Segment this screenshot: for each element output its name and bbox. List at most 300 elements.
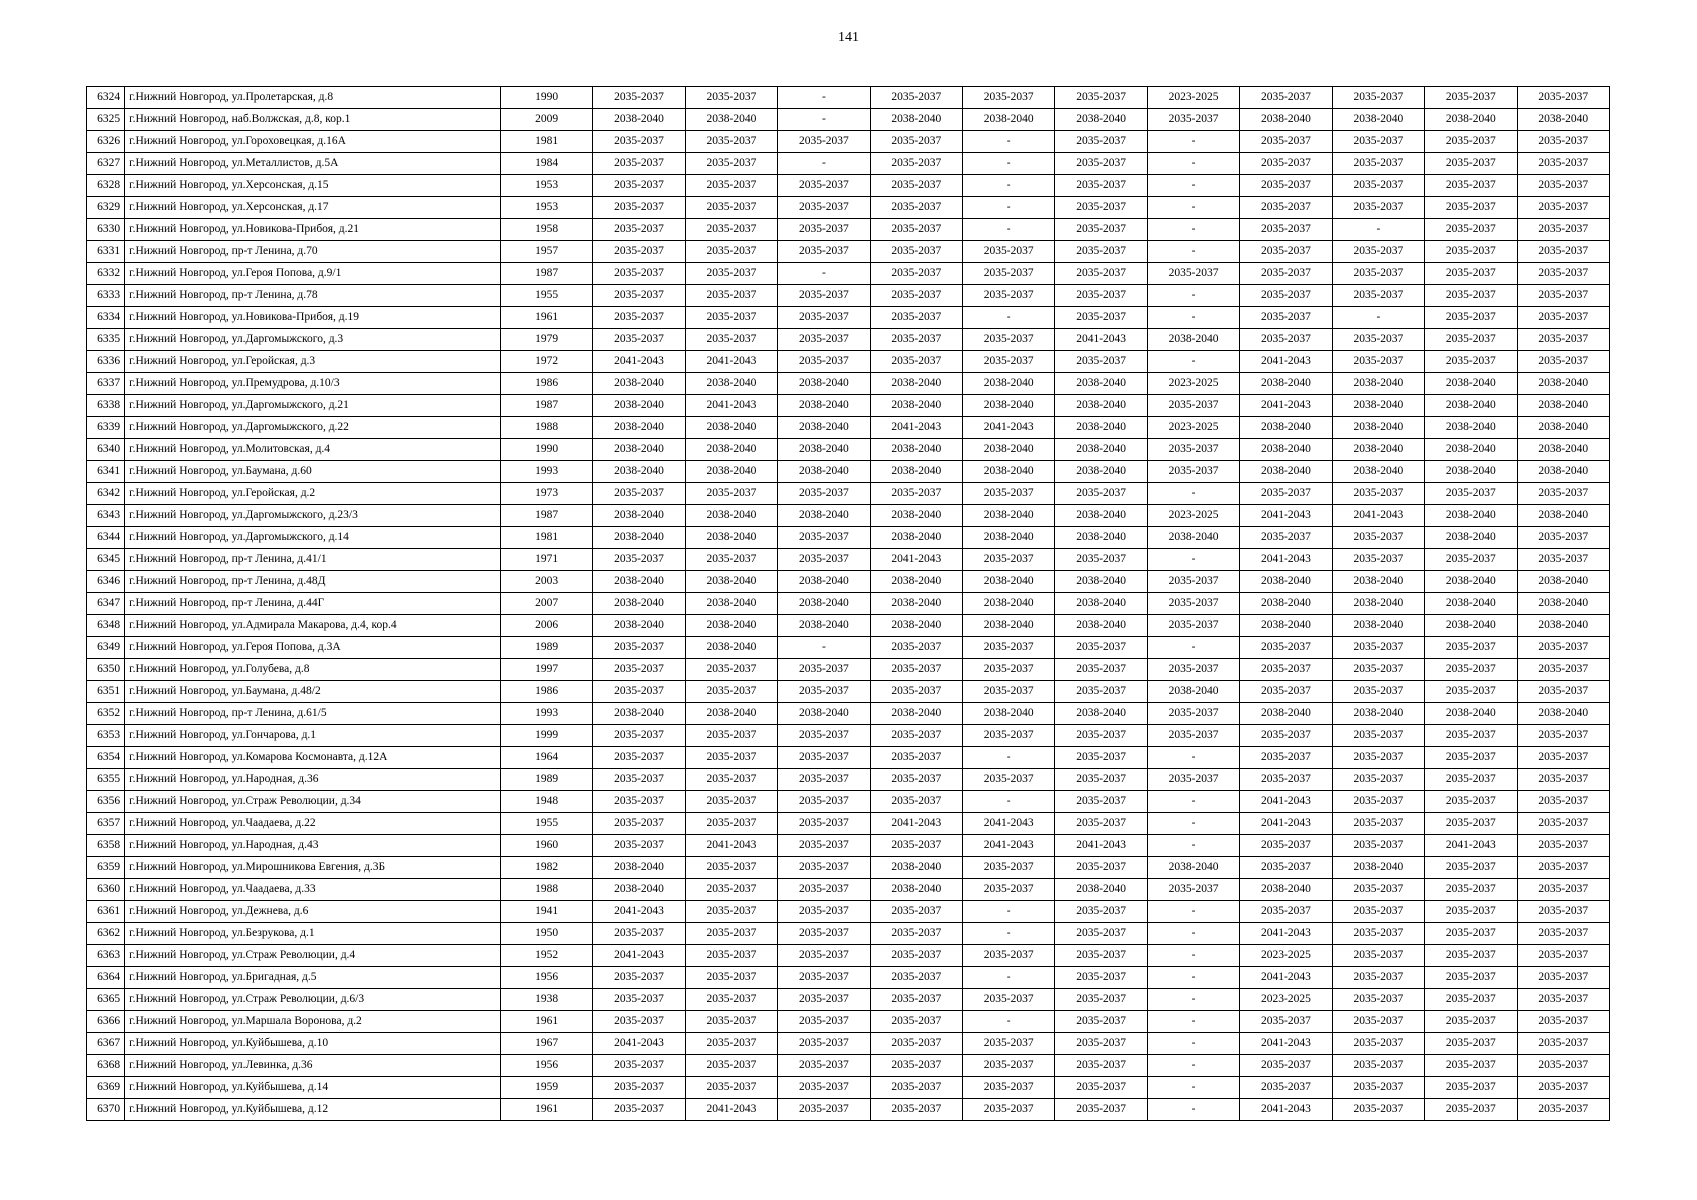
cell-period-7: 2035-2037 [1147,395,1239,417]
cell-row-number: 6324 [87,87,125,109]
cell-period-8: 2035-2037 [1240,263,1332,285]
cell-period-8: 2038-2040 [1240,373,1332,395]
cell-period-1: 2038-2040 [593,505,685,527]
cell-period-6: 2035-2037 [1055,87,1147,109]
cell-period-4: 2035-2037 [870,923,962,945]
cell-address: г.Нижний Новгород, ул.Пролетарская, д.8 [125,87,501,109]
cell-period-1: 2035-2037 [593,659,685,681]
cell-period-1: 2041-2043 [593,1033,685,1055]
cell-period-11: 2035-2037 [1517,1055,1609,1077]
cell-period-4: 2038-2040 [870,395,962,417]
table-row [87,307,1610,329]
cell-row-number: 6334 [87,307,125,329]
cell-period-2: 2035-2037 [685,263,777,285]
table-row [87,505,1610,527]
cell-build-year: 2009 [500,109,592,131]
cell-period-4: 2035-2037 [870,681,962,703]
cell-period-6: 2038-2040 [1055,109,1147,131]
cell-period-4: 2035-2037 [870,1033,962,1055]
cell-row-number: 6366 [87,1011,125,1033]
cell-period-7: - [1147,967,1239,989]
cell-period-5: - [963,967,1055,989]
cell-address: г.Нижний Новгород, ул.Даргомыжского, д.3 [125,329,501,351]
cell-period-3: 2038-2040 [778,571,870,593]
cell-address: г.Нижний Новгород, ул.Героя Попова, д.9/1 [125,263,501,285]
cell-period-7: - [1147,483,1239,505]
cell-period-10: 2035-2037 [1425,1099,1517,1121]
cell-period-5: 2035-2037 [963,945,1055,967]
cell-period-9: 2038-2040 [1332,615,1424,637]
table-row [87,945,1610,967]
cell-period-2: 2038-2040 [685,615,777,637]
cell-address: г.Нижний Новгород, ул.Страж Революции, д.6/3 [125,989,501,1011]
cell-period-8: 2041-2043 [1240,967,1332,989]
table-row [87,1077,1610,1099]
table-row [87,659,1610,681]
cell-period-3: 2035-2037 [778,1077,870,1099]
cell-address: г.Нижний Новгород, наб.Волжская, д.8, кор.1 [125,109,501,131]
cell-period-3: 2035-2037 [778,989,870,1011]
cell-period-3: 2035-2037 [778,527,870,549]
cell-period-2: 2038-2040 [685,571,777,593]
cell-period-1: 2035-2037 [593,549,685,571]
cell-period-9: 2035-2037 [1332,879,1424,901]
cell-period-7: - [1147,285,1239,307]
cell-period-6: 2038-2040 [1055,395,1147,417]
cell-period-8: 2041-2043 [1240,1099,1332,1121]
cell-period-2: 2035-2037 [685,923,777,945]
cell-build-year: 1950 [500,923,592,945]
cell-address: г.Нижний Новгород, ул.Херсонская, д.17 [125,197,501,219]
cell-build-year: 1971 [500,549,592,571]
cell-build-year: 1952 [500,945,592,967]
table-row [87,109,1610,131]
table-row [87,417,1610,439]
cell-period-3: 2035-2037 [778,307,870,329]
cell-period-7: - [1147,901,1239,923]
cell-period-2: 2035-2037 [685,659,777,681]
cell-period-2: 2038-2040 [685,461,777,483]
cell-period-4: 2035-2037 [870,241,962,263]
cell-period-5: 2035-2037 [963,989,1055,1011]
cell-period-10: 2035-2037 [1425,967,1517,989]
cell-period-1: 2038-2040 [593,615,685,637]
cell-period-8: 2041-2043 [1240,395,1332,417]
cell-period-1: 2041-2043 [593,945,685,967]
cell-period-8: 2035-2037 [1240,1011,1332,1033]
cell-period-8: 2023-2025 [1240,945,1332,967]
cell-period-8: 2035-2037 [1240,219,1332,241]
cell-period-6: 2035-2037 [1055,945,1147,967]
cell-period-1: 2035-2037 [593,285,685,307]
cell-period-9: 2035-2037 [1332,131,1424,153]
cell-period-11: 2035-2037 [1517,483,1609,505]
cell-period-3: 2038-2040 [778,417,870,439]
cell-period-11: 2035-2037 [1517,945,1609,967]
cell-period-9: 2035-2037 [1332,1077,1424,1099]
cell-period-4: 2038-2040 [870,505,962,527]
cell-row-number: 6354 [87,747,125,769]
cell-period-9: 2035-2037 [1332,351,1424,373]
cell-address: г.Нижний Новгород, ул.Левинка, д.36 [125,1055,501,1077]
cell-period-9: 2035-2037 [1332,747,1424,769]
cell-period-10: 2035-2037 [1425,791,1517,813]
cell-period-11: 2035-2037 [1517,637,1609,659]
cell-build-year: 1987 [500,505,592,527]
cell-period-2: 2035-2037 [685,1055,777,1077]
cell-address: г.Нижний Новгород, ул.Даргомыжского, д.22 [125,417,501,439]
cell-build-year: 1987 [500,263,592,285]
cell-build-year: 1948 [500,791,592,813]
cell-period-7: 2035-2037 [1147,461,1239,483]
cell-period-2: 2038-2040 [685,373,777,395]
cell-row-number: 6336 [87,351,125,373]
cell-period-7: 2035-2037 [1147,879,1239,901]
cell-period-1: 2038-2040 [593,879,685,901]
cell-period-9: 2038-2040 [1332,571,1424,593]
cell-period-8: 2041-2043 [1240,505,1332,527]
cell-row-number: 6333 [87,285,125,307]
cell-build-year: 1982 [500,857,592,879]
cell-address: г.Нижний Новгород, пр-т Ленина, д.78 [125,285,501,307]
cell-row-number: 6329 [87,197,125,219]
table-row [87,439,1610,461]
cell-period-7: 2023-2025 [1147,87,1239,109]
cell-period-1: 2035-2037 [593,241,685,263]
cell-period-8: 2035-2037 [1240,835,1332,857]
cell-address: г.Нижний Новгород, ул.Даргомыжского, д.21 [125,395,501,417]
cell-period-4: 2035-2037 [870,901,962,923]
cell-period-2: 2035-2037 [685,989,777,1011]
cell-period-6: 2035-2037 [1055,1055,1147,1077]
cell-row-number: 6356 [87,791,125,813]
cell-period-5: 2038-2040 [963,703,1055,725]
cell-period-9: 2035-2037 [1332,659,1424,681]
cell-build-year: 1953 [500,197,592,219]
cell-period-7: - [1147,1011,1239,1033]
table-row [87,131,1610,153]
cell-period-3: - [778,153,870,175]
cell-period-9: 2038-2040 [1332,703,1424,725]
cell-build-year: 1941 [500,901,592,923]
cell-build-year: 1956 [500,1055,592,1077]
cell-period-11: 2035-2037 [1517,769,1609,791]
cell-period-5: 2038-2040 [963,439,1055,461]
cell-period-10: 2035-2037 [1425,329,1517,351]
cell-period-5: 2038-2040 [963,109,1055,131]
cell-period-10: 2035-2037 [1425,131,1517,153]
cell-period-5: 2035-2037 [963,659,1055,681]
cell-row-number: 6343 [87,505,125,527]
cell-period-4: 2035-2037 [870,263,962,285]
cell-period-3: 2035-2037 [778,549,870,571]
cell-period-8: 2035-2037 [1240,1055,1332,1077]
cell-period-10: 2035-2037 [1425,153,1517,175]
table-row [87,263,1610,285]
cell-period-4: 2038-2040 [870,373,962,395]
cell-period-3: 2035-2037 [778,725,870,747]
cell-period-6: 2035-2037 [1055,549,1147,571]
cell-period-4: 2038-2040 [870,879,962,901]
cell-period-8: 2038-2040 [1240,879,1332,901]
cell-period-7: 2023-2025 [1147,505,1239,527]
cell-period-2: 2035-2037 [685,1077,777,1099]
cell-period-1: 2038-2040 [593,461,685,483]
cell-address: г.Нижний Новгород, ул.Адмирала Макарова, д.4, кор.4 [125,615,501,637]
cell-period-10: 2038-2040 [1425,593,1517,615]
cell-period-11: 2038-2040 [1517,439,1609,461]
cell-period-5: 2038-2040 [963,571,1055,593]
cell-period-6: 2035-2037 [1055,637,1147,659]
table-row [87,395,1610,417]
cell-period-7: - [1147,219,1239,241]
cell-address: г.Нижний Новгород, ул.Комарова Космонавта, д.12А [125,747,501,769]
cell-period-3: 2035-2037 [778,791,870,813]
cell-period-4: 2038-2040 [870,571,962,593]
cell-period-11: 2038-2040 [1517,109,1609,131]
cell-period-11: 2035-2037 [1517,681,1609,703]
cell-period-4: 2035-2037 [870,197,962,219]
cell-period-10: 2038-2040 [1425,373,1517,395]
table-row [87,87,1610,109]
cell-build-year: 2003 [500,571,592,593]
cell-period-8: 2038-2040 [1240,593,1332,615]
cell-period-10: 2035-2037 [1425,219,1517,241]
cell-period-5: 2041-2043 [963,417,1055,439]
cell-period-10: 2035-2037 [1425,285,1517,307]
cell-build-year: 1993 [500,703,592,725]
cell-period-5: 2038-2040 [963,615,1055,637]
cell-period-4: 2035-2037 [870,483,962,505]
cell-period-5: 2035-2037 [963,285,1055,307]
cell-period-4: 2035-2037 [870,769,962,791]
cell-period-11: 2035-2037 [1517,131,1609,153]
cell-row-number: 6358 [87,835,125,857]
cell-row-number: 6332 [87,263,125,285]
cell-period-10: 2035-2037 [1425,901,1517,923]
cell-period-6: 2035-2037 [1055,725,1147,747]
cell-period-2: 2035-2037 [685,549,777,571]
cell-build-year: 1989 [500,637,592,659]
cell-period-8: 2035-2037 [1240,725,1332,747]
cell-period-6: 2035-2037 [1055,813,1147,835]
cell-address: г.Нижний Новгород, ул.Героя Попова, д.3А [125,637,501,659]
table-row [87,967,1610,989]
cell-period-8: 2035-2037 [1240,659,1332,681]
cell-row-number: 6337 [87,373,125,395]
cell-address: г.Нижний Новгород, ул.Даргомыжского, д.14 [125,527,501,549]
cell-period-8: 2041-2043 [1240,1033,1332,1055]
cell-period-8: 2035-2037 [1240,329,1332,351]
cell-period-7: 2035-2037 [1147,439,1239,461]
cell-period-7: - [1147,835,1239,857]
cell-address: г.Нижний Новгород, ул.Металлистов, д.5А [125,153,501,175]
cell-period-9: 2038-2040 [1332,417,1424,439]
cell-period-11: 2035-2037 [1517,813,1609,835]
cell-period-2: 2035-2037 [685,307,777,329]
cell-period-2: 2038-2040 [685,417,777,439]
cell-period-4: 2038-2040 [870,593,962,615]
cell-period-4: 2038-2040 [870,857,962,879]
cell-period-8: 2035-2037 [1240,87,1332,109]
cell-row-number: 6365 [87,989,125,1011]
cell-period-9: 2035-2037 [1332,329,1424,351]
cell-period-10: 2035-2037 [1425,945,1517,967]
cell-period-2: 2035-2037 [685,153,777,175]
cell-period-11: 2035-2037 [1517,659,1609,681]
table-row [87,1055,1610,1077]
cell-address: г.Нижний Новгород, ул.Безрукова, д.1 [125,923,501,945]
cell-period-10: 2035-2037 [1425,879,1517,901]
cell-period-3: 2035-2037 [778,131,870,153]
cell-address: г.Нижний Новгород, ул.Маршала Воронова, д.2 [125,1011,501,1033]
cell-period-5: 2038-2040 [963,395,1055,417]
cell-period-6: 2035-2037 [1055,1077,1147,1099]
cell-build-year: 1961 [500,1099,592,1121]
cell-period-11: 2035-2037 [1517,1011,1609,1033]
cell-period-6: 2038-2040 [1055,505,1147,527]
cell-period-3: 2035-2037 [778,351,870,373]
cell-period-10: 2035-2037 [1425,1055,1517,1077]
cell-period-10: 2035-2037 [1425,1077,1517,1099]
cell-period-6: 2038-2040 [1055,879,1147,901]
table-row [87,879,1610,901]
cell-build-year: 1997 [500,659,592,681]
cell-period-11: 2038-2040 [1517,395,1609,417]
cell-period-4: 2035-2037 [870,835,962,857]
cell-row-number: 6353 [87,725,125,747]
cell-period-2: 2035-2037 [685,1011,777,1033]
cell-period-5: 2035-2037 [963,857,1055,879]
cell-period-10: 2035-2037 [1425,659,1517,681]
cell-address: г.Нижний Новгород, ул.Новикова-Прибоя, д.21 [125,219,501,241]
cell-period-4: 2035-2037 [870,659,962,681]
cell-period-7: 2035-2037 [1147,615,1239,637]
cell-row-number: 6346 [87,571,125,593]
cell-period-3: - [778,87,870,109]
cell-period-4: 2035-2037 [870,1099,962,1121]
table-row [87,527,1610,549]
cell-period-2: 2035-2037 [685,219,777,241]
cell-period-9: 2035-2037 [1332,87,1424,109]
cell-period-3: 2038-2040 [778,439,870,461]
cell-period-6: 2038-2040 [1055,527,1147,549]
table-row [87,285,1610,307]
cell-period-2: 2035-2037 [685,681,777,703]
cell-period-8: 2035-2037 [1240,747,1332,769]
cell-address: г.Нижний Новгород, пр-т Ленина, д.41/1 [125,549,501,571]
cell-period-10: 2035-2037 [1425,813,1517,835]
cell-period-10: 2035-2037 [1425,725,1517,747]
cell-build-year: 1979 [500,329,592,351]
cell-period-1: 2035-2037 [593,637,685,659]
cell-period-11: 2035-2037 [1517,1077,1609,1099]
cell-period-4: 2035-2037 [870,945,962,967]
table-body [87,87,1610,1121]
cell-period-4: 2035-2037 [870,1011,962,1033]
cell-period-5: 2035-2037 [963,1055,1055,1077]
cell-period-8: 2035-2037 [1240,1077,1332,1099]
cell-period-4: 2035-2037 [870,989,962,1011]
cell-period-11: 2035-2037 [1517,241,1609,263]
cell-address: г.Нижний Новгород, ул.Страж Революции, д.34 [125,791,501,813]
table-row [87,747,1610,769]
cell-period-1: 2035-2037 [593,923,685,945]
table-row [87,923,1610,945]
cell-period-9: 2035-2037 [1332,791,1424,813]
cell-period-6: 2035-2037 [1055,989,1147,1011]
cell-period-7: 2038-2040 [1147,527,1239,549]
cell-period-11: 2035-2037 [1517,747,1609,769]
cell-period-10: 2035-2037 [1425,175,1517,197]
cell-period-8: 2038-2040 [1240,571,1332,593]
cell-period-4: 2038-2040 [870,461,962,483]
cell-period-5: 2035-2037 [963,769,1055,791]
cell-period-4: 2035-2037 [870,153,962,175]
cell-period-7: 2035-2037 [1147,109,1239,131]
cell-row-number: 6352 [87,703,125,725]
cell-period-9: - [1332,219,1424,241]
cell-period-6: 2035-2037 [1055,967,1147,989]
cell-period-1: 2035-2037 [593,835,685,857]
cell-period-8: 2035-2037 [1240,527,1332,549]
cell-period-5: 2035-2037 [963,483,1055,505]
cell-period-8: 2041-2043 [1240,923,1332,945]
cell-build-year: 1960 [500,835,592,857]
cell-period-7: 2035-2037 [1147,593,1239,615]
cell-period-11: 2038-2040 [1517,417,1609,439]
cell-period-3: 2035-2037 [778,1099,870,1121]
cell-address: г.Нижний Новгород, ул.Баумана, д.48/2 [125,681,501,703]
cell-period-1: 2038-2040 [593,857,685,879]
cell-period-5: 2035-2037 [963,637,1055,659]
cell-period-2: 2035-2037 [685,967,777,989]
cell-period-10: 2038-2040 [1425,109,1517,131]
cell-period-8: 2038-2040 [1240,615,1332,637]
cell-period-10: 2035-2037 [1425,87,1517,109]
cell-build-year: 1961 [500,307,592,329]
table-row [87,813,1610,835]
cell-period-3: 2035-2037 [778,901,870,923]
cell-build-year: 1938 [500,989,592,1011]
cell-period-7: 2038-2040 [1147,329,1239,351]
cell-period-3: 2035-2037 [778,285,870,307]
cell-address: г.Нижний Новгород, ул.Баумана, д.60 [125,461,501,483]
cell-period-6: 2041-2043 [1055,329,1147,351]
cell-period-4: 2035-2037 [870,1077,962,1099]
cell-address: г.Нижний Новгород, пр-т Ленина, д.61/5 [125,703,501,725]
cell-period-11: 2035-2037 [1517,1033,1609,1055]
cell-period-1: 2038-2040 [593,571,685,593]
cell-period-2: 2038-2040 [685,527,777,549]
cell-period-11: 2035-2037 [1517,923,1609,945]
cell-address: г.Нижний Новгород, ул.Премудрова, д.10/3 [125,373,501,395]
cell-period-5: 2035-2037 [963,263,1055,285]
cell-build-year: 2006 [500,615,592,637]
cell-address: г.Нижний Новгород, ул.Народная, д.43 [125,835,501,857]
cell-period-5: 2041-2043 [963,813,1055,835]
cell-row-number: 6367 [87,1033,125,1055]
cell-period-1: 2035-2037 [593,791,685,813]
cell-address: г.Нижний Новгород, ул.Геройская, д.3 [125,351,501,373]
cell-period-9: 2038-2040 [1332,461,1424,483]
cell-period-11: 2035-2037 [1517,725,1609,747]
cell-period-1: 2035-2037 [593,1011,685,1033]
table-row [87,329,1610,351]
cell-address: г.Нижний Новгород, ул.Голубева, д.8 [125,659,501,681]
cell-period-9: 2035-2037 [1332,835,1424,857]
cell-period-1: 2035-2037 [593,329,685,351]
